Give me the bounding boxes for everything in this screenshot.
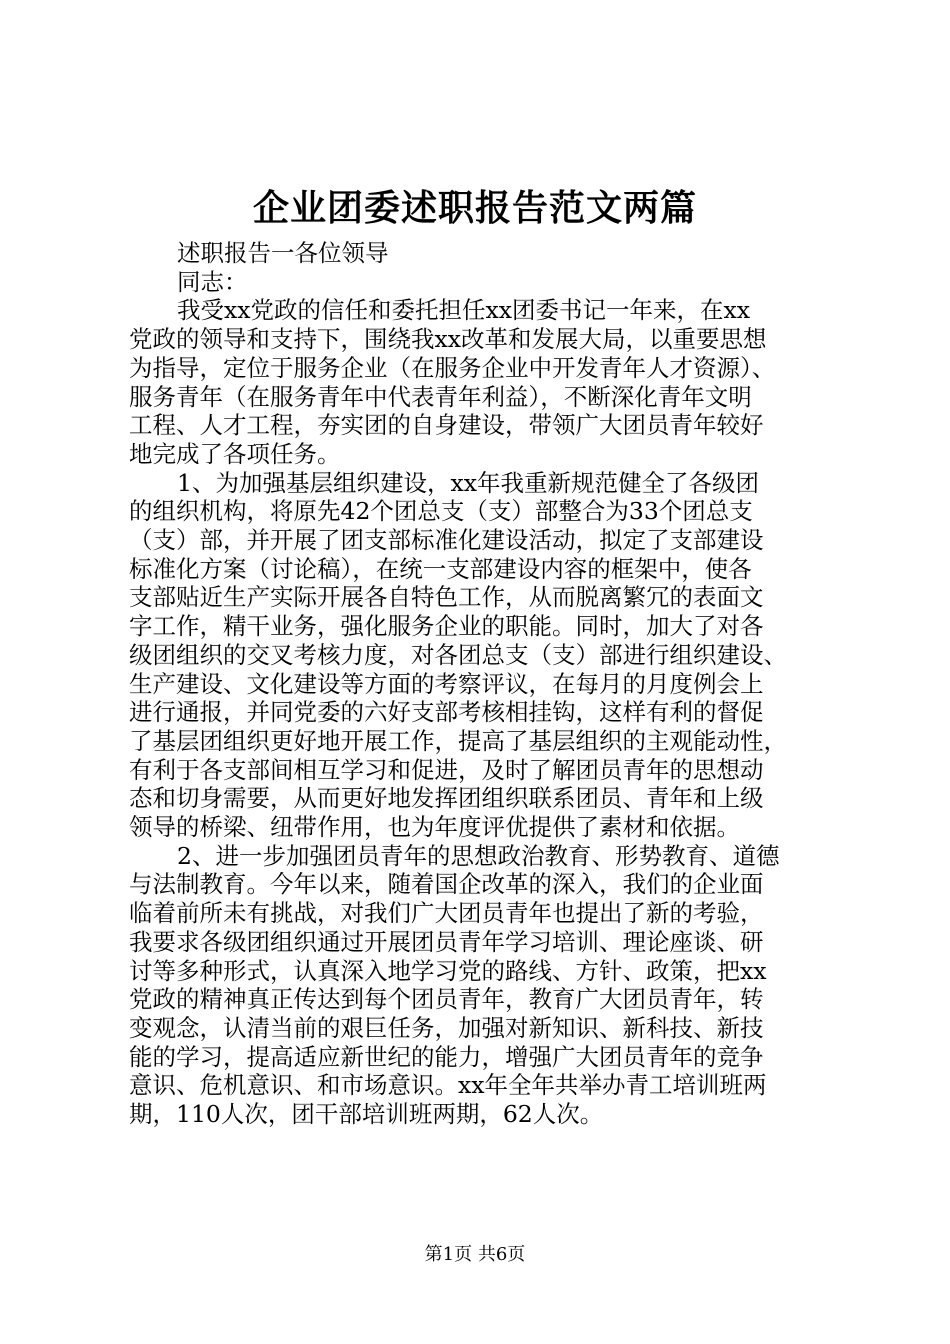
text-line: 态和切身需要，从而更好地发挥团组织联系团员、青年和上级 <box>129 784 764 813</box>
text-line: 地完成了各项任务。 <box>129 439 341 468</box>
document-title: 企业团委述职报告范文两篇 <box>252 187 697 229</box>
text-line: 与法制教育。今年以来，随着国企改革的深入，我们的企业面 <box>129 870 764 899</box>
text-line: 领导的桥梁、纽带作用，也为年度评优提供了素材和依据。 <box>129 813 740 842</box>
text-line: 讨等多种形式，认真深入地学习党的路线、方针、政策，把xx <box>129 956 767 985</box>
text-line: 我受xx党政的信任和委托担任xx团委书记一年来，在xx <box>177 296 751 325</box>
text-line: 变观念，认清当前的艰巨任务，加强对新知识、新科技、新技 <box>129 1013 764 1042</box>
text-line: 党政的精神真正传达到每个团员青年，教育广大团员青年，转 <box>129 985 764 1014</box>
text-line: （支）部，并开展了团支部标准化建设活动，拟定了支部建设 <box>129 526 764 555</box>
text-line: 期，110人次，团干部培训班两期，62人次。 <box>129 1100 604 1129</box>
text-line: 服务青年（在服务青年中代表青年利益），不断深化青年文明 <box>129 382 752 411</box>
text-line: 支部贴近生产实际开展各自特色工作，从而脱离繁冗的表面文 <box>129 583 764 612</box>
text-line: 党政的领导和支持下，围绕我xx改革和发展大局，以重要思想 <box>129 325 767 354</box>
text-line: 我要求各级团组织通过开展团员青年学习培训、理论座谈、研 <box>129 927 764 956</box>
text-line: 2、进一步加强团员青年的思想政治教育、形势教育、道德 <box>177 841 780 870</box>
text-line: 意识、危机意识、和市场意识。xx年全年共举办青工培训班两 <box>129 1071 767 1100</box>
text-line: 级团组织的交叉考核力度，对各团总支（支）部进行组织建设、 <box>129 640 787 669</box>
text-line: 为指导，定位于服务企业（在服务企业中开发青年人才资源）、 <box>129 353 776 382</box>
paragraph-item-1 <box>129 469 849 842</box>
text-line: 工程、人才工程，夯实团的自身建设，带领广大团员青年较好 <box>129 411 764 440</box>
paragraph-item-2 <box>129 842 849 1129</box>
salutation-line: 述职报告一各位领导 <box>177 239 389 267</box>
text-line: 进行通报，并同党委的六好支部考核相挂钩，这样有利的督促 <box>129 698 764 727</box>
text-line: 生产建设、文化建设等方面的考察评议，在每月的月度例会上 <box>129 669 764 698</box>
document-body <box>129 239 849 1129</box>
text-line: 能的学习，提高适应新世纪的能力，增强广大团员青年的竞争 <box>129 1042 764 1071</box>
text-line: 1、为加强基层组织建设，xx年我重新规范健全了各级团 <box>177 468 759 497</box>
text-line: 字工作，精干业务，强化服务企业的职能。同时，加大了对各 <box>129 612 764 641</box>
text-line: 的组织机构，将原先42个团总支（支）部整合为33个团总支 <box>129 497 753 526</box>
text-line: 临着前所未有挑战，对我们广大团员青年也提出了新的考验， <box>129 899 764 928</box>
text-line: 了基层团组织更好地开展工作，提高了基层组织的主观能动性， <box>129 726 787 755</box>
text-line: 标准化方案（讨论稿），在统一支部建设内容的框架中，使各 <box>129 554 752 583</box>
paragraph-intro <box>129 296 849 468</box>
page-footer: 第1页 共6页 <box>424 1244 526 1265</box>
salutation-line: 同志： <box>177 267 248 296</box>
text-line: 有利于各支部间相互学习和促进，及时了解团员青年的思想动 <box>129 755 764 784</box>
